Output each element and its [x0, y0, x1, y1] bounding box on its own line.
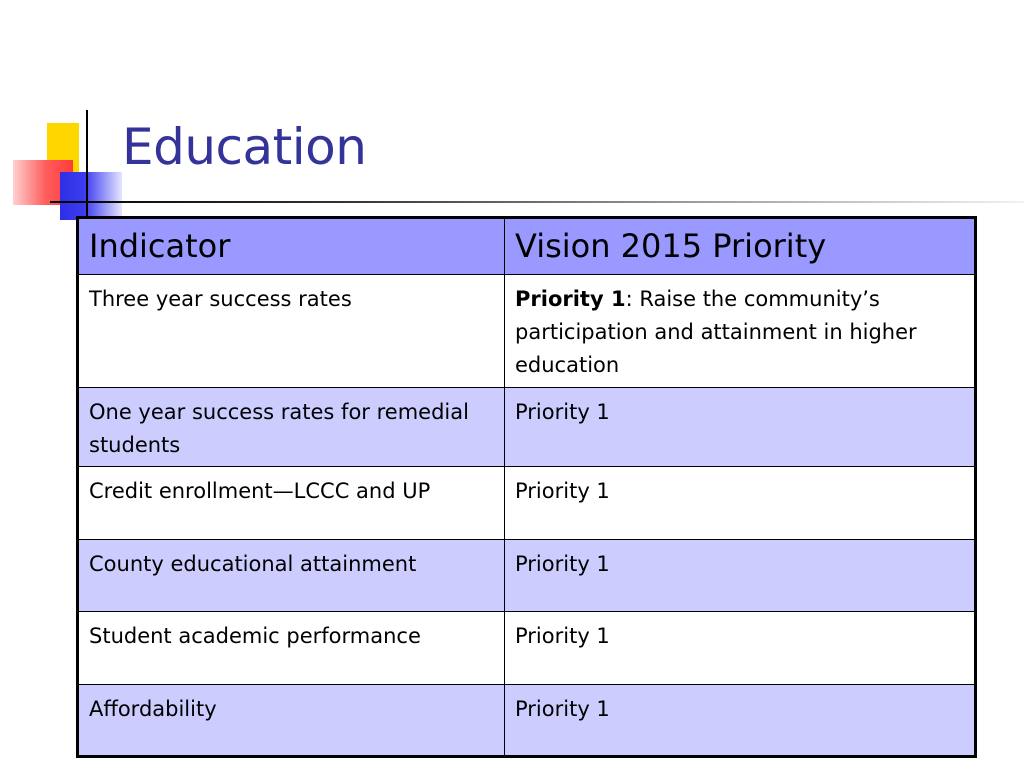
column-header-priority: Vision 2015 Priority: [505, 218, 976, 275]
column-header-indicator: Indicator: [78, 218, 505, 275]
indicator-cell: Three year success rates: [78, 275, 505, 388]
accent-vertical-line: [86, 110, 88, 222]
indicator-priority-table: [76, 216, 977, 758]
priority-label: Priority 1: [515, 287, 626, 311]
table-row: [78, 388, 976, 467]
table-row: [78, 540, 976, 612]
blue-accent-square: [60, 172, 122, 220]
table-row: [78, 612, 976, 685]
priority-cell: Priority 1: [505, 540, 976, 612]
indicator-cell: Student academic performance: [78, 612, 505, 685]
indicator-cell: One year success rates for remedial students: [78, 388, 505, 467]
priority-cell: Priority 1: [505, 388, 976, 467]
priority-cell: [505, 275, 976, 388]
indicator-cell: Affordability: [78, 685, 505, 757]
table-row: [78, 467, 976, 540]
priority-description: : Raise the community’s participation and attainment in higher education: [515, 287, 917, 377]
priority-cell: Priority 1: [505, 685, 976, 757]
slide-title: Education: [122, 118, 367, 176]
indicator-cell: County educational attainment: [78, 540, 505, 612]
table-row: [78, 275, 976, 388]
priority-cell: Priority 1: [505, 467, 976, 540]
priority-cell: Priority 1: [505, 612, 976, 685]
table-row: [78, 685, 976, 757]
title-underline: [50, 201, 1024, 203]
indicator-cell: Credit enrollment—LCCC and UP: [78, 467, 505, 540]
table-header-row: [78, 218, 976, 275]
